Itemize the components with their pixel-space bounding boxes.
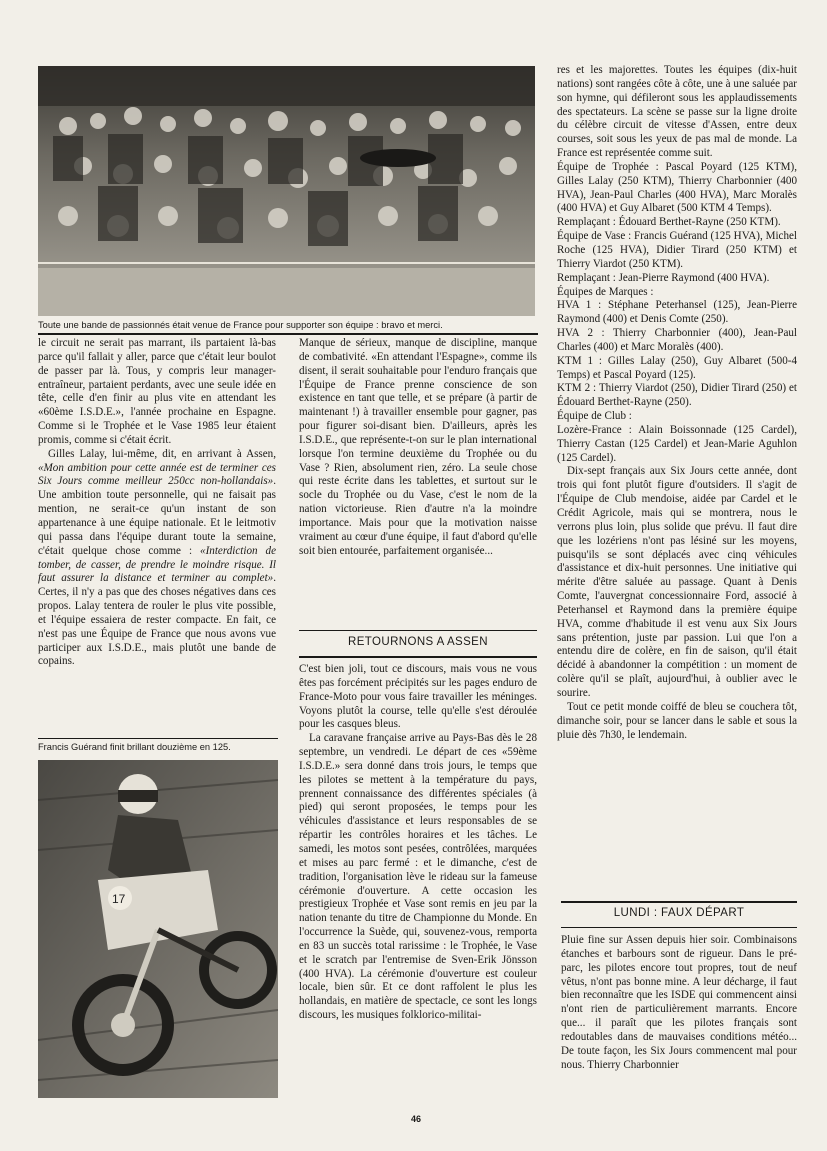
col3-hva-1: HVA 1 : Stéphane Peterhansel (125), Jean-Pierre Raymond (400) et Denis Comte (250).: [557, 299, 797, 326]
col3-lozere: Lozère-France : Alain Boissonnade (125 Cardel), Thierry Castan (125 Cardel) et Jean-Marie Aguhlon (125 Cardel).: [557, 423, 797, 464]
col3-paragraph-2: Dix-sept français aux Six Jours cette année, dont trois qui font plutôt figure d'outsiders. Il s'agit de l'Équipe de Club mendoise, aidée par Cardel et le Crédit Agricole, mais qui se montrera, nous le verrons plus loin, plus solide que prévu. Il faut dire que les lozériens n'ont pas lésiné sur les moyens, puisqu'ils se sont déplacés avec cinq véhicules d'assistance et dix-huit personnes. Une initiative qui mérite d'être saluée au passage. Quant à Denis Comte, l'auvergnat concessionnaire Ford, associé à Peterhansel et Raymond dans la première équipe HVA, comme d'habitude il est venu aux Six Jours sans prétention, juste par passion. Lui que l'on a entendu dire de colère, en fin de saison, qu'il était décidé à abandonner la compétition : un moment de colère qu'il se plaît, aujourd'hui, à oublier avec le sourire.: [557, 465, 797, 699]
crowd-photo-icon: [38, 66, 535, 316]
col3-marques-title: Équipes de Marques :: [557, 285, 654, 298]
col3-team-trophee: Équipe de Trophée : Pascal Poyard (125 KTM), Gilles Lalay (250 KTM), Thierry Charbonnier (400 HVA), Jean-Paul Charles (400 HVA), Marc Moralès (400 HVA) et Guy Albaret (500 KTM 4 Temps).: [557, 160, 797, 215]
col2-paragraph-3: La caravane française arrive au Pays-Bas dès le 28 septembre, un vendredi. Le départ de ces «59ème I.S.D.E.» sera donné dans trois jours, le temps que les pilotes se mettent à la température du pays, prennent connaissance des différentes spéciales (à pied) qui seront proposées, le temps pour les véhicules d'assistance et leurs responsables de se répartir les contrôles horaires et les tâches. Le samedi, les motos sont pesées, contrôlées, marquées et mises au parc fermé : et le dimanche, c'est de tradition, l'organisation lève le rideau sur la fameuse cérémonie d'ouverture. A cette occasion les prestigieux Trophée et Vase sont remis en jeu par la nation tenante du titre de Championne du Monde. En l'occurrence la Suède, qui, souvenez-vous, remporta en 83 un succès total rarissime : le Trophée, le Vase et le scratch par l'entremise de Sven-Erik Jönsson (400 HVA). La cérémonie d'ouverture est couleur locale, bien sûr. Et ce dont raffolent le plus les hollandais, en matière de spectacle, ce sont les longs discours, les musiques folklorico-militai-: [299, 732, 537, 1022]
section-heading-lundi: LUNDI : FAUX DÉPART: [613, 907, 745, 919]
svg-text:17: 17: [112, 892, 126, 906]
column-3-continued: [561, 934, 797, 1072]
col1-paragraph-2: Gilles Lalay, lui-même, dit, en arrivant à Assen, «Mon ambition pour cette année est de terminer ces Six Jours comme meilleur 250cc non-hollandais». Une ambition toute personnelle, qui ne faisait pas mention, ne serait-ce qu'un instant de son appartenance à une équipe nationale. Et le leitmotiv qui passa dans l'équipe durant toute la semaine, c'était quelque chose comme : «Interdiction de tomber, de casser, de prendre le moindre risque. Il faut assurer la distance et terminer au complet». Certes, il n'y a pas que des choses négatives dans ces propos. Lalay tentera de rouler le plus vite possible, et l'équipe essaiera de rester compacte. En fait, ce n'est pas une Équipe de France que nous avons vue participer aux I.S.D.E., mais plutôt une bande de copains.: [38, 447, 276, 668]
col3-team-vase: Équipe de Vase : Francis Guérand (125 HVA), Michel Roche (125 HVA), Didier Tirard (250 KTM) et Thierry Viardot (250 KTM).: [557, 230, 797, 270]
col3-remplacant-2: Remplaçant : Jean-Pierre Raymond (400 HVA).: [557, 271, 770, 284]
caption-rule: [38, 333, 538, 335]
col1-paragraph-1: le circuit ne serait pas marrant, ils partaient là-bas parce qu'il fallait y aller, parce que c'était leur boulot de passer par là. Tous, y compris leur manager-entraîneur, partaient perdants, avec une seule idée en tête, celle d'en finir au plus vite en attendant les «60ème I.S.D.E.», l'année prochaine en Espagne. Comme si le Trophée et le Vase 1985 leur étaient promis, comme si c'était écrit.: [38, 337, 276, 446]
col3-paragraph-3: Tout ce petit monde coiffé de bleu se couchera tôt, dimanche soir, pour se lancer dans le sable et sous la pluie dès 7h30, le lendemain.: [557, 700, 797, 741]
top-photo-caption: Toute une bande de passionnés était venue de France pour supporter son équipe : bravo et merci.: [38, 320, 443, 330]
caption-rule-2: [38, 738, 278, 739]
col3-paragraph-1: res et les majorettes. Toutes les équipes (dix-huit nations) sont rangées côte à côte, une à une saluée par son hymne, qui défileront sous les applaudissements des spectateurs. La scène se passe sur la ligne droite du célèbre circuit de vitesse d'Assen, entre deux courses, soit sous les yeux de pas mal de monde. La France est représentée comme suit.: [557, 64, 797, 160]
col3-paragraph-4: Pluie fine sur Assen depuis hier soir. Combinaisons étanches et barbours sont de rigueur. Dans le pré-parc, les pilotes encore tout propres, tout de neuf vêtus, n'ont pas bonne mine. A leur décharge, il faut bien reconnaître que les ISDE qui commencent ainsi n'ont rien de particulièrement marrants. Encore que... il paraît que les pilotes français sont redoutables dans de mauvaises conditions météo... De toute façon, les Six Jours commencent mal pour nous. Thierry Charbonnier: [561, 934, 797, 1071]
section-heading-retournons: RETOURNONS A ASSEN: [348, 636, 488, 648]
heading-rule-bottom-2: [561, 927, 797, 928]
column-3: [557, 64, 797, 742]
col3-hva-2: HVA 2 : Thierry Charbonnier (400), Jean-Paul Charles (400) et Marc Moralès (400).: [557, 327, 797, 353]
col2-paragraph-1: Manque de sérieux, manque de discipline, manque de combativité. «En attendant l'Espagne», comme ils disent, il serait souhaitable pour l'enduro français que l'Équipe de France prenne conscience de son existence en tant que telle, et se prépare (à partir de maintenant !) à travailler ensemble pour gagner, pas pour figurer soi-disant bien. D'ailleurs, après les I.S.D.E., que représente-t-on sur le plan international lorsque l'on termine deuxième du Trophée ou du Vase ? Rien, absolument rien, zéro. La seule chose qui reste écrite dans les tablettes, et surtout sur le socle du Trophée ou du Vase, c'est le nom de la nation victorieuse. Rien d'autre n'a la moindre importance. Mais pour que la motivation naisse vraiment au cœur d'une équipe, il faut d'abord qu'elle soit bien entourée, parfaitement organisée...: [299, 337, 537, 557]
col3-ktm-2: KTM 2 : Thierry Viardot (250), Didier Tirard (250) et Édouard Berthet-Rayne (250).: [557, 382, 797, 409]
col3-ktm-1: KTM 1 : Gilles Lalay (250), Guy Albaret (500-4 Temps) et Pascal Poyard (125).: [557, 354, 797, 381]
heading-rule-top-2: [561, 901, 797, 903]
column-2: [299, 337, 537, 559]
col3-club-title: Équipe de Club :: [557, 410, 632, 423]
crowd-photo: [38, 66, 535, 316]
rider-photo: [38, 760, 278, 1098]
motocross-rider-photo-icon: [38, 760, 278, 1098]
bottom-photo-caption: Francis Guérand finit brillant douzième en 125.: [38, 742, 231, 752]
heading-rule-bottom: [299, 656, 537, 658]
column-2-continued: [299, 663, 537, 1023]
page-number: 46: [410, 1114, 421, 1124]
col2-paragraph-2: C'est bien joli, tout ce discours, mais vous ne vous êtes pas forcément précipités sur les pages enduro de France-Moto pour vous faire travailler les méninges. Voyons plutôt la course, telle qu'elle s'est déroulée pour les casques bleus.: [299, 663, 537, 731]
col3-remplacant-1: Remplaçant : Édouard Berthet-Rayne (250 KTM).: [557, 216, 781, 229]
column-1: [38, 337, 276, 669]
heading-rule-top: [299, 630, 537, 631]
